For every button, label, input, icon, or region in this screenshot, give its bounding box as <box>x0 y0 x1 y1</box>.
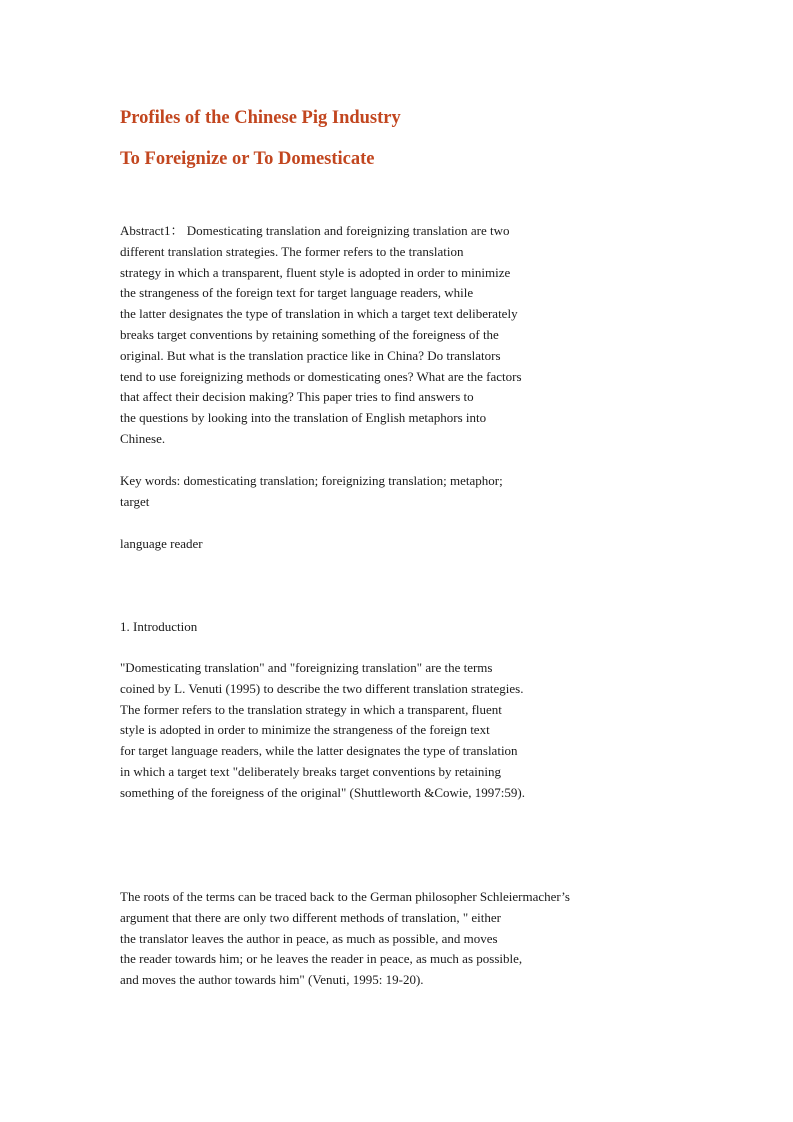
abstract-line: tend to use foreignizing methods or domesticating ones? What are the factors <box>120 368 522 384</box>
abstract-line: the questions by looking into the translation of English metaphors into <box>120 410 487 426</box>
roots-line: The roots of the terms can be traced back to the German philosopher Schleiermacher’s <box>120 889 570 904</box>
document-subtitle: To Foreignize or To Domesticate <box>120 149 375 169</box>
abstract-line: breaks target conventions by retaining something of the foreigness of the <box>120 326 499 342</box>
roots-line: the reader towards him; or he leaves the reader in peace, as much as possible, <box>120 951 523 967</box>
abstract-line: that affect their decision making? This paper tries to find answers to <box>120 389 474 405</box>
document-title: Profiles of the Chinese Pig Industry <box>120 108 401 128</box>
keywords-continuation <box>120 534 680 555</box>
abstract-line: Chinese. <box>120 430 166 446</box>
abstract-line: original. But what is the translation practice like in China? Do translators <box>120 347 501 363</box>
section-heading-introduction <box>120 617 680 638</box>
keywords-continuation-line: language reader <box>120 536 203 551</box>
roots-paragraph <box>120 887 680 991</box>
abstract-line: strategy in which a transparent, fluent style is adopted in order to minimize <box>120 264 511 280</box>
introduction-line: style is adopted in order to minimize the strangeness of the foreign text <box>120 722 490 738</box>
roots-line: and moves the author towards him" (Venuti, 1995: 19-20). <box>120 972 424 988</box>
introduction-line: in which a target text "deliberately breaks target conventions by retaining <box>120 763 501 779</box>
abstract-line: different translation strategies. The former refers to the translation <box>120 243 464 259</box>
introduction-line: "Domesticating translation" and "foreignizing translation" are the terms <box>120 660 493 675</box>
introduction-paragraph <box>120 658 680 804</box>
introduction-line: something of the foreigness of the original" (Shuttleworth &Cowie, 1997:59). <box>120 784 525 800</box>
introduction-line: for target language readers, while the latter designates the type of translation <box>120 743 518 759</box>
abstract-line: the latter designates the type of translation in which a target text deliberately <box>120 306 518 322</box>
roots-line: the translator leaves the author in peace, as much as possible, and moves <box>120 930 498 946</box>
roots-line: argument that there are only two different methods of translation, " either <box>120 909 501 925</box>
keywords-line: Key words: domesticating translation; foreignizing translation; metaphor; <box>120 473 503 488</box>
introduction-line: coined by L. Venuti (1995) to describe the two different translation strategies. <box>120 680 524 696</box>
abstract-paragraph <box>120 221 680 450</box>
abstract-line: the strangeness of the foreign text for target language readers, while <box>120 285 474 301</box>
abstract-line: Abstract1： Domesticating translation and foreignizing translation are two <box>120 223 510 238</box>
introduction-line: The former refers to the translation strategy in which a transparent, fluent <box>120 701 502 717</box>
section-heading-text: 1. Introduction <box>120 619 198 634</box>
keywords-line: target <box>120 493 150 509</box>
keywords-paragraph <box>120 471 680 513</box>
